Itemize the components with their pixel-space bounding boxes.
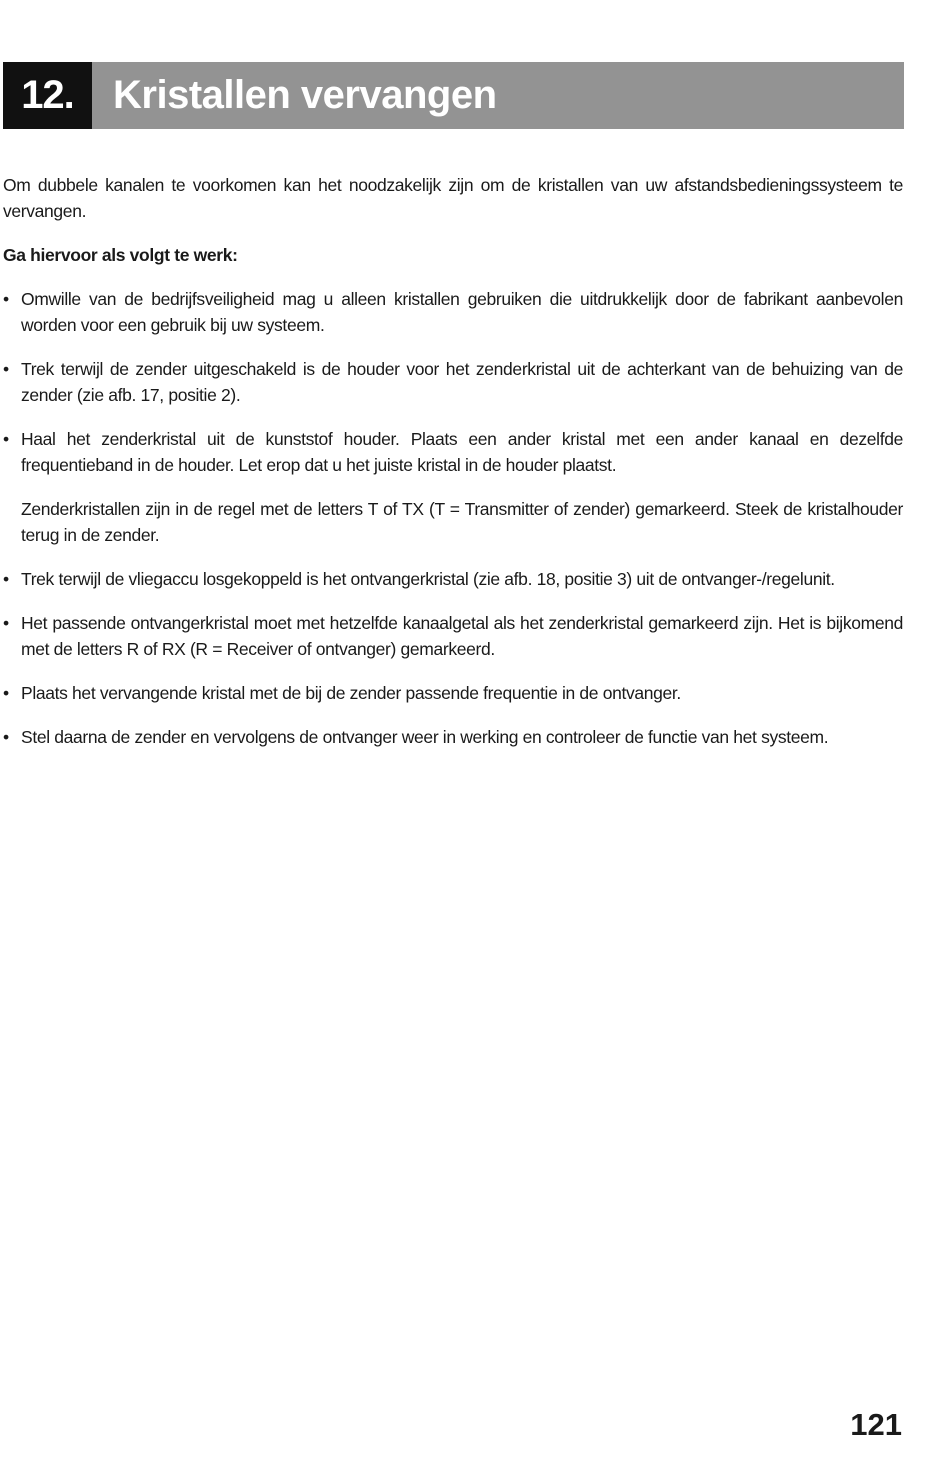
list-item-text: Trek terwijl de vliegaccu losgekoppeld is het ontvangerkristal (zie afb. 18, positie 3) uit de ontvanger-/regelunit. [21,569,835,589]
list-item [3,356,903,408]
bullet-icon: • [3,289,9,309]
note-paragraph: Zenderkristallen zijn in de regel met de letters T of TX (T = Transmitter of zender) gemarkeerd. Steek de kristalhouder terug in de zender. [21,499,903,545]
list-item [3,610,903,662]
list-item [3,286,903,338]
list-item-text: Stel daarna de zender en vervolgens de ontvanger weer in werking en controleer de functie van het systeem. [21,727,829,747]
list-item [3,680,903,706]
bullet-icon: • [3,359,9,379]
subheading: Ga hiervoor als volgt te werk: [3,245,238,265]
list-item-text: Omwille van de bedrijfsveiligheid mag u alleen kristallen gebruiken die uitdrukkelijk door de fabrikant aanbevolen worden voor een gebruik bij uw systeem. [21,289,903,335]
list-item [3,426,903,478]
list-item-text: Haal het zenderkristal uit de kunststof houder. Plaats een ander kristal met een ander kanaal en dezelfde frequentieband in de houder. Let erop dat u het juiste kristal in de houder plaatst. [21,429,903,475]
list-item [3,566,903,592]
intro-paragraph: Om dubbele kanalen te voorkomen kan het noodzakelijk zijn om de kristallen van uw afstandsbedieningssysteem te vervangen. [3,175,903,221]
section-header [3,62,904,129]
bullet-icon: • [3,613,9,633]
list-item-text: Trek terwijl de zender uitgeschakeld is de houder voor het zenderkristal uit de achterkant van de behuizing van de zender (zie afb. 17, positie 2). [21,359,903,405]
body-content [3,172,903,768]
list-item-text: Het passende ontvangerkristal moet met hetzelfde kanaalgetal als het zenderkristal gemarkeerd zijn. Het is bijkomend met de letters R of RX (R = Receiver of ontvanger) gemarkeerd. [21,613,903,659]
bullet-icon: • [3,429,9,449]
section-title: Kristallen vervangen [92,62,904,129]
list-item-text: Plaats het vervangende kristal met de bij de zender passende frequentie in de ontvanger. [21,683,681,703]
page-number: 121 [850,1407,902,1442]
bullet-icon: • [3,569,9,589]
section-number: 12. [3,62,92,129]
bullet-icon: • [3,683,9,703]
bullet-icon: • [3,727,9,747]
list-item [3,724,903,750]
